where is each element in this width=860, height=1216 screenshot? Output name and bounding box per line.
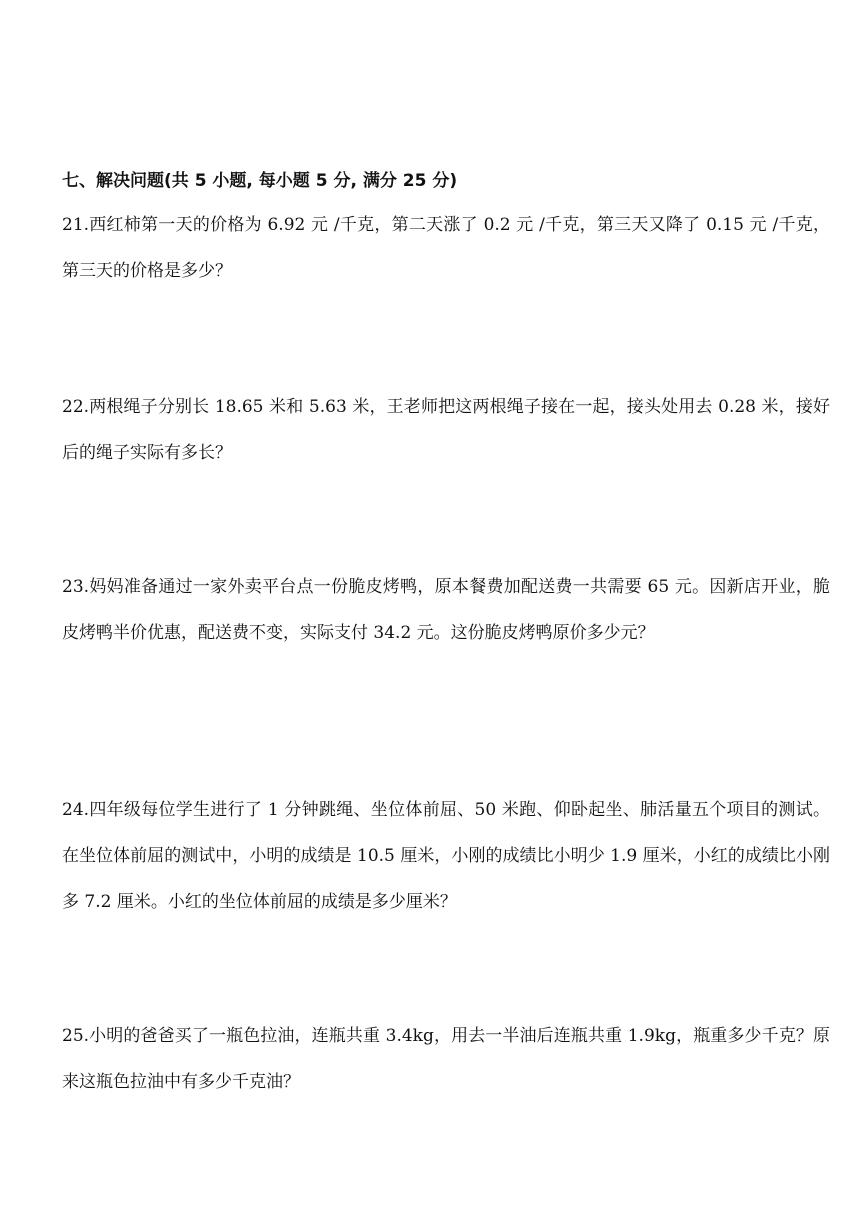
problem-text: 小明的爸爸买了一瓶色拉油，连瓶共重 3.4kg，用去一半油后连瓶共重 1.9kg，瓶重多少千克？原来这瓶色拉油中有多少千克油？ xyxy=(62,1026,830,1092)
problem-text: 四年级每位学生进行了 1 分钟跳绳、坐位体前屈、50 米跑、仰卧起坐、肺活量五个项目的测试。在坐位体前屈的测试中，小明的成绩是 10.5 厘米，小刚的成绩比小明少 1.9 厘米，小红的成绩比小刚多 7.2 厘米。小红的坐位体前屈的成绩是多少厘米？ xyxy=(62,800,830,912)
problem-25 xyxy=(62,1013,830,1105)
problem-text: 两根绳子分别长 18.65 米和 5.63 米，王老师把这两根绳子接在一起，接头处用去 0.28 米，接好后的绳子实际有多长？ xyxy=(62,397,830,463)
section-heading: 七、解决问题(共 5 小题, 每小题 5 分, 满分 25 分) xyxy=(62,171,458,191)
problem-number: 24. xyxy=(62,800,90,820)
problem-23 xyxy=(62,564,830,656)
problem-number: 25. xyxy=(62,1026,90,1046)
problem-number: 21. xyxy=(62,215,90,235)
problem-24 xyxy=(62,787,830,925)
problem-text: 妈妈准备通过一家外卖平台点一份脆皮烤鸭，原本餐费加配送费一共需要 65 元。因新店开业，脆皮烤鸭半价优惠，配送费不变，实际支付 34.2 元。这份脆皮烤鸭原价多少元？ xyxy=(62,577,830,643)
problem-number: 23. xyxy=(62,577,90,597)
problem-21 xyxy=(62,202,830,294)
problem-22 xyxy=(62,384,830,476)
problem-number: 22. xyxy=(62,397,90,417)
problem-text: 西红柿第一天的价格为 6.92 元 /千克，第二天涨了 0.2 元 /千克，第三天又降了 0.15 元 /千克，第三天的价格是多少？ xyxy=(62,215,830,281)
